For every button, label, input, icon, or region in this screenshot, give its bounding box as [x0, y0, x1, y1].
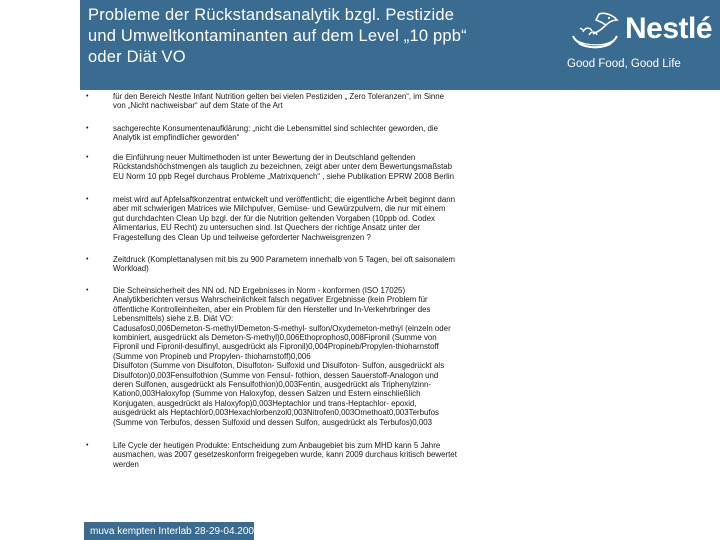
bullet-marker: •: [86, 125, 89, 132]
bullet-item: [84, 195, 554, 243]
bullet-marker: •: [86, 287, 89, 294]
bullet-item: [84, 153, 554, 183]
bullet-marker: •: [86, 196, 89, 203]
bullet-item: [84, 441, 554, 471]
slide-footer: [84, 522, 260, 540]
bullet-item: [84, 286, 554, 428]
nestle-logo: [563, 6, 715, 84]
bullet-marker: •: [86, 93, 89, 100]
nest-with-birds-icon: [569, 10, 621, 54]
bullet-item: [84, 92, 554, 114]
bullet-marker: •: [86, 256, 89, 263]
bullet-text: Zeitdruck (Komplettanalysen mit bis zu 900 Parametern innerhalb von 5 Tagen, bei oft saisonalem Workload): [113, 255, 455, 274]
slide-title: Probleme der Rückstandsanalytik bzgl. Pestizide und Umweltkontaminanten auf dem Level „10 ppb“ oder Diät VO: [88, 6, 467, 66]
bullet-text: die Einführung neuer Multimethoden ist unter Bewertung der in Deutschland geltenden Rückstandshöchstmengen als tauglich zu bezeichnen, zeigt aber unter dem Bewertungsmaßstab EU Norm 10 ppb Regel durchaus Probleme „Matrixquench“ , siehe Publikation EPRW 2008 Berlin: [113, 153, 455, 181]
bullet-item: [84, 124, 554, 146]
bullet-text: sachgerechte Konsumentenaufklärung: „nicht die Lebensmittel sind schlechter geworden, die Analytik ist empfindlicher geworden“: [113, 124, 439, 143]
bullet-marker: •: [86, 442, 89, 449]
bullet-text: Die Scheinsicherheit des NN od. ND Ergebnisses in Norm - konformen (ISO 17025) Analytikberichten versus Wahrscheinlichkeit falsch negativer Ergebnisse (kein Problem für öffentliche Kontrolleinheiten, aber ein Problem für den Hersteller und In-Verkehrbringer des Lebensmittels) siehe z.B. Diät VO: Cadusafos0,006Demeton-S-methyl/Demeton-S-methyl- sulfon/Oxydemeton-methyl (einzeln oder kombiniert, ausgedrückt als Demeton-S-methyl)0,006Ethoprophos0,008Fipronil (Summe von Fipronil und Fipronil-desulfinyl, ausgedrückt als Fipronil)0,004Propineb/Propylen-thioharnstoff (Summe von Propineb und Propylen- thioharnstoff)0,006 Disulfoton (Summe von Disulfoton, Disulfoton- Sulfoxid und Disulfoton- Sulfon, ausgedrückt als Disulfoton)0,003Fensulfothion (Summe von Fensul- fothion, dessen Sauerstoff-Analogon und deren Sulfonen, ausgedrückt als Fensulfothion)0,003Fentin, ausgedrückt als Triphenylzinn- Kation0,003Haloxyfop (Summe von Haloxyfop, dessen Salzen und Estern einschließlich Konjugaten, ausgedrückt als Haloxyfop)0,003Heptachlor und trans-Heptachlor- epoxid, ausgedrückt als Heptachlor0,003Hexachlorbenzol0,003Nitrofen0,003Omethoat0,003Terbufos (Summe von Terbufos, dessen Sulfoxid und dessen Sulfon, ausgedrückt als Terbufos)0,003: [113, 286, 451, 427]
header-left-margin: [0, 0, 80, 90]
nestle-tagline: Good Food, Good Life: [567, 58, 681, 70]
bullet-item: [84, 255, 554, 275]
bullet-text: für den Bereich Nestle Infant Nutrition gelten bei vielen Pestiziden „ Zero Toleranzen“, im Sinne von „Nicht nachweisbar“ auf dem State of the Art: [113, 92, 444, 111]
nestle-wordmark: Nestlé: [625, 12, 713, 45]
bullet-marker: •: [86, 154, 89, 161]
bullet-text: Life Cycle der heutigen Produkte: Entscheidung zum Anbaugebiet bis zum MHD kann 5 Jahre ausmachen, was 2007 gesetzeskonform freigegeben wurde, kann 2009 durchaus kritisch bewertet werden: [113, 441, 457, 469]
footer-text: muva kempten Interlab 28-29-04.2009: [90, 526, 260, 537]
slide-header: [0, 0, 720, 90]
bullet-text: meist wird auf Apfelsaftkonzentrat entwickelt und veröffentlicht; die eigentliche Arbeit beginnt dann aber mit schwierigen Matrices wie Milchpulver, Gemüse- und Gewürzpulvern, die nur mit einem gut durchdachten Clean Up bzgl. der für die Nutrition geltenden Vorgaben (10ppb od. Codex Alimentarius, EU Recht) zu untersuchen sind. Ist Quechers der richtige Ansatz unter der Fragestellung des Clean Up und teilweise geforderter Nachweisgrenzen ?: [113, 195, 455, 242]
